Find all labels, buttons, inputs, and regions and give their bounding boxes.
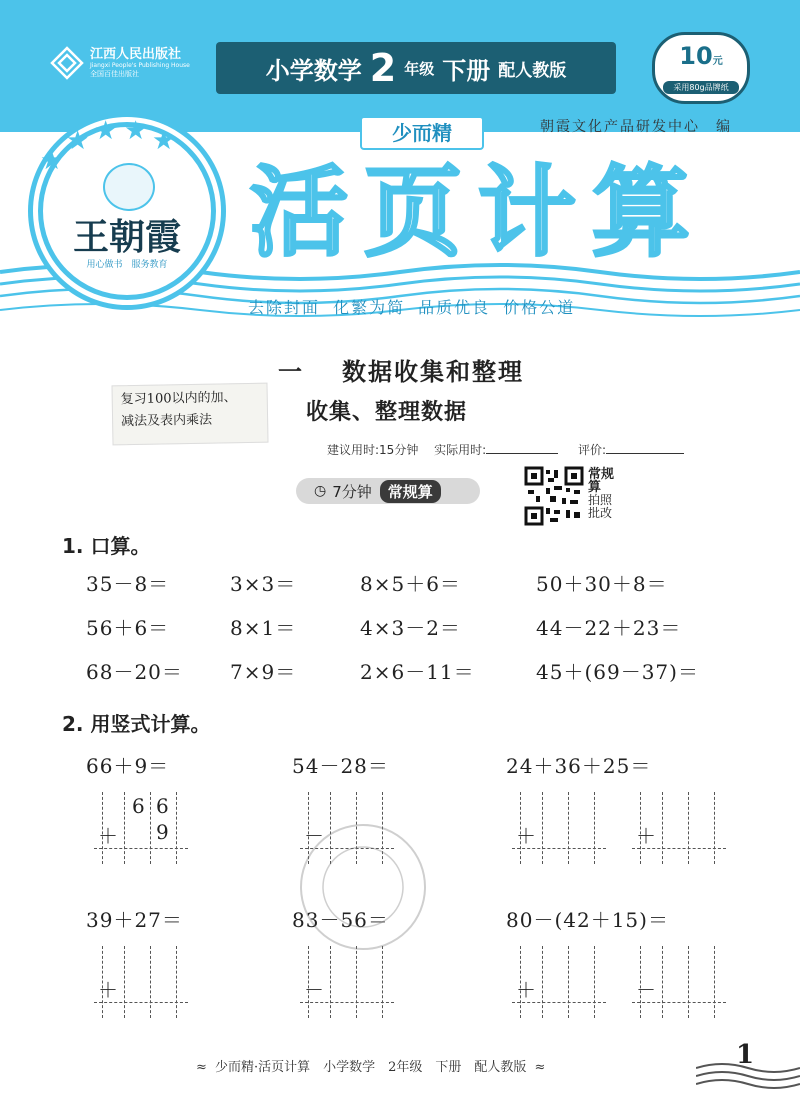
publisher-logo-icon (50, 46, 84, 80)
editor-credit: 朝霞文化产品研发中心 编 (540, 119, 732, 135)
main-title: 活页计算 (250, 155, 707, 270)
series-title-bar (216, 42, 616, 94)
tag-label: 少而精 (360, 116, 484, 150)
page-number: 1 (736, 1040, 755, 1070)
volume-label: 下册 (442, 56, 491, 85)
oral-problem: 4×3－2＝ (360, 616, 461, 640)
vertical-problem: 80－(42＋15)＝ (506, 908, 669, 932)
price-value: 10 (679, 42, 713, 70)
oral-problem: 8×5＋6＝ (360, 572, 461, 596)
oral-problem: 2×6－11＝ (360, 660, 475, 684)
watermark-stamp (288, 812, 438, 962)
minus-symbol: － (304, 824, 324, 848)
lesson-title: 收集、整理数据 (306, 400, 468, 425)
rating-blank[interactable] (606, 453, 684, 454)
qr-caption-line: 拍照批改 (588, 493, 613, 520)
star-icon: ★ (66, 126, 90, 156)
plus-symbol: ＋ (98, 978, 118, 1002)
brand-slogan: 用心做书 服务教育 (86, 260, 168, 270)
star-icon: ★ (124, 116, 148, 146)
oral-problem: 44－22＋23＝ (536, 616, 682, 640)
qr-code-icon[interactable] (524, 466, 584, 526)
section2-title: 2. 用竖式计算。 (62, 712, 211, 736)
vertical-problem: 24＋36＋25＝ (506, 754, 652, 778)
oral-problem: 45＋(69－37)＝ (536, 660, 699, 684)
cover-header (0, 0, 800, 330)
rating-label: 评价: (578, 443, 607, 457)
section1-title: 1. 口算。 (62, 534, 151, 558)
qr-caption (588, 468, 618, 520)
publisher-block (50, 46, 190, 80)
brand-name: 王朝霞 (72, 216, 181, 258)
oral-problem: 7×9＝ (230, 660, 297, 684)
actual-time-label: 实际用时: (434, 443, 487, 457)
publisher-english-name: Jiangxi People's Publishing House (90, 61, 190, 69)
chapter-number: 一 (278, 358, 304, 386)
oral-problem: 56＋6＝ (86, 616, 170, 640)
minus-symbol: － (636, 978, 656, 1002)
review-note (111, 383, 268, 446)
oral-problem: 50＋30＋8＝ (536, 572, 668, 596)
vertical-problem: 83－56＝ (292, 908, 389, 932)
oral-problem: 3×3＝ (230, 572, 297, 596)
star-icon: ★ (152, 126, 176, 156)
subject-label: 小学数学 (265, 56, 362, 85)
price-badge (652, 32, 750, 104)
review-note-line: 减法及表内乘法 (120, 412, 213, 430)
plus-symbol: ＋ (98, 824, 118, 848)
cover-slogan: 去除封面 化繁为简 品质优良 价格公道 (248, 298, 576, 317)
plus-symbol: ＋ (636, 824, 656, 848)
chapter-heading (278, 352, 524, 387)
qr-caption-line: 常规算 (588, 467, 615, 495)
plus-symbol: ＋ (516, 978, 536, 1002)
practice-type: 常规算 (380, 480, 441, 503)
review-note-line: 复习100以内的加、 (120, 390, 237, 408)
actual-time-blank[interactable] (486, 453, 558, 454)
star-icon: ★ (94, 116, 118, 146)
vertical-problem: 66＋9＝ (86, 754, 170, 778)
grid-digit: 6 (132, 794, 145, 818)
chapter-title: 数据收集和整理 (342, 358, 524, 386)
practice-minutes: 7分钟 (332, 482, 372, 501)
oral-problem: 8×1＝ (230, 616, 297, 640)
paper-note: 采用80g品牌纸 (663, 81, 739, 94)
publisher-name: 江西人民出版社 (90, 46, 182, 62)
vertical-problem: 54－28＝ (292, 754, 389, 778)
publisher-subtitle: 全国百佳出版社 (90, 69, 139, 78)
vertical-problem: 39＋27＝ (86, 908, 183, 932)
price-unit: 元 (712, 56, 723, 67)
minus-symbol: － (304, 978, 324, 1002)
grade-number: 2 (369, 46, 397, 90)
clock-icon: ◷ (314, 483, 327, 499)
plus-symbol: ＋ (516, 824, 536, 848)
time-info (327, 441, 684, 458)
brand-logo (38, 122, 216, 300)
oral-problem: 35－8＝ (86, 572, 170, 596)
portrait-icon (103, 163, 155, 211)
grid-digit: 6 (156, 794, 169, 818)
star-icon: ★ (40, 146, 64, 176)
grid-digit: 9 (156, 820, 169, 844)
footer-line: ≈ 少而精·活页计算 小学数学 2年级 下册 配人教版 ≈ (196, 1060, 546, 1075)
edition-label: 配人教版 (498, 60, 567, 81)
practice-pill (296, 478, 480, 504)
grade-label: 年级 (404, 59, 435, 78)
oral-problem: 68－20＝ (86, 660, 183, 684)
suggested-time: 建议用时:15分钟 (327, 443, 419, 457)
